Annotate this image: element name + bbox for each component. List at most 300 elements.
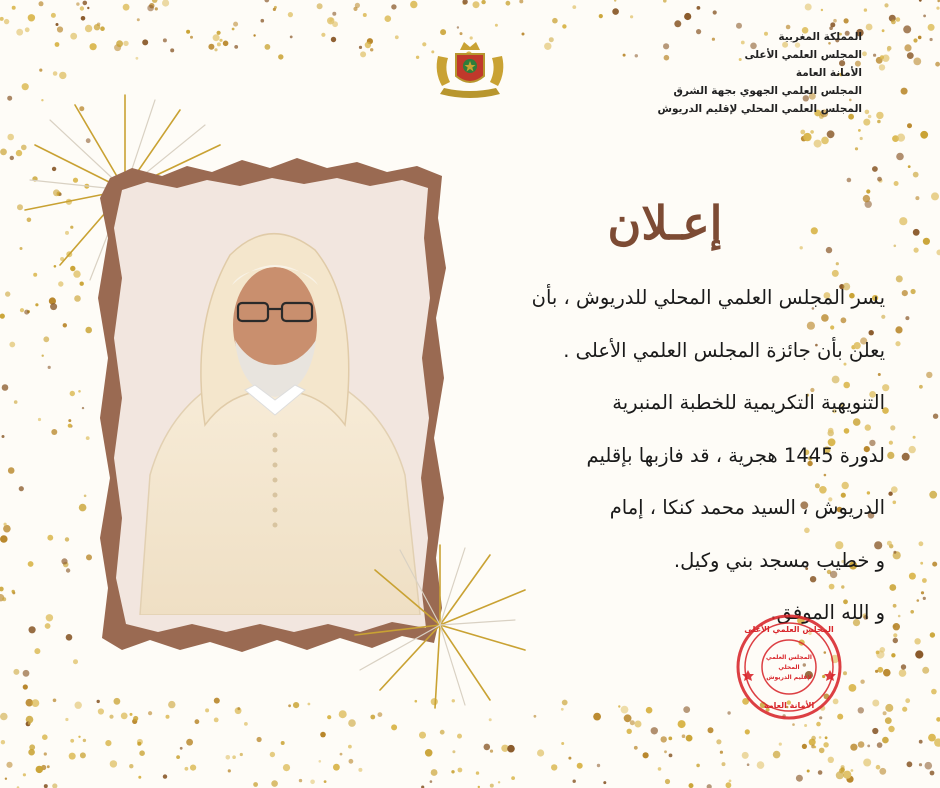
confetti-dot: [410, 1, 417, 8]
confetti-dot: [896, 275, 903, 282]
confetti-dot: [35, 303, 38, 306]
confetti-dot: [561, 742, 564, 745]
confetti-dot: [873, 54, 876, 57]
header-line: المجلس العلمي المحلي لإقليم الدريوش: [657, 103, 862, 115]
confetti-dot: [936, 7, 939, 10]
confetti-dot: [902, 707, 907, 712]
confetti-dot: [621, 706, 629, 714]
confetti-dot: [23, 670, 30, 677]
confetti-dot: [51, 13, 56, 18]
confetti-dot: [678, 720, 686, 728]
confetti-dot: [872, 700, 879, 707]
confetti-dot: [722, 762, 726, 766]
confetti-dot: [7, 96, 12, 101]
confetti-dot: [451, 770, 454, 773]
confetti-dot: [904, 44, 911, 51]
confetti-dot: [880, 55, 884, 59]
confetti-dot: [28, 561, 34, 567]
confetti-dot: [868, 115, 872, 119]
confetti-dot: [7, 134, 14, 141]
confetti-dot: [683, 706, 690, 713]
confetti-dot: [130, 713, 133, 716]
confetti-dot: [821, 9, 823, 11]
confetti-dot: [87, 7, 89, 9]
confetti-dot: [915, 650, 923, 658]
confetti-dot: [930, 38, 933, 41]
confetti-dot: [901, 664, 906, 669]
confetti-dot: [919, 763, 922, 766]
confetti-dot: [663, 0, 667, 3]
confetti-dot: [818, 770, 823, 775]
confetti-dot: [5, 291, 10, 296]
confetti-dot: [38, 418, 41, 421]
confetti-dot: [665, 779, 670, 784]
confetti-dot: [3, 525, 11, 533]
confetti-dot: [899, 669, 907, 677]
confetti-dot: [43, 336, 49, 342]
confetti-dot: [265, 44, 271, 50]
confetti-dot: [661, 736, 667, 742]
confetti-dot: [757, 761, 765, 769]
confetti-dot: [214, 718, 219, 723]
stamp-inner-line: المحلي: [778, 664, 800, 671]
confetti-dot: [860, 137, 863, 140]
confetti-dot: [577, 763, 583, 769]
confetti-dot: [804, 724, 807, 727]
confetti-dot: [162, 0, 169, 7]
confetti-dot: [123, 4, 130, 11]
confetti-dot: [573, 780, 576, 783]
confetti-dot: [327, 715, 331, 719]
confetti-dot: [80, 752, 86, 758]
stamp-inner-line: المجلس العلمي: [766, 654, 812, 661]
confetti-dot: [2, 435, 5, 438]
body-line: التنويهية التكريمية للخطبة المنبرية: [612, 391, 885, 414]
confetti-dot: [253, 782, 258, 787]
confetti-dot: [42, 734, 48, 740]
confetti-dot: [185, 767, 189, 771]
confetti-dot: [94, 24, 100, 30]
confetti-dot: [0, 149, 7, 156]
confetti-dot: [45, 623, 51, 629]
confetti-dot: [634, 746, 638, 750]
confetti-dot: [897, 134, 905, 142]
confetti-dot: [643, 752, 649, 758]
confetti-dot: [876, 765, 881, 770]
confetti-dot: [913, 172, 919, 178]
confetti-dot: [860, 680, 864, 684]
confetti-dot: [264, 0, 269, 2]
confetti-dot: [419, 732, 426, 739]
confetti-dot: [855, 147, 858, 150]
confetti-dot: [893, 551, 896, 554]
confetti-dot: [745, 729, 750, 734]
confetti-dot: [76, 2, 79, 5]
confetti-dot: [843, 771, 851, 779]
confetti-dot: [217, 31, 221, 35]
confetti-dot: [907, 52, 914, 59]
confetti-dot: [630, 720, 635, 725]
confetti-dot: [114, 698, 121, 705]
confetti-dot: [257, 737, 262, 742]
confetti-dot: [779, 743, 782, 746]
confetti-dot: [232, 755, 236, 759]
confetti-dot: [884, 3, 888, 7]
confetti-dot: [270, 752, 275, 757]
confetti-dot: [800, 130, 805, 135]
confetti-dot: [47, 535, 53, 541]
confetti-dot: [862, 51, 867, 56]
body-line: لدورة 1445 هجرية ، قد فازبها بإقليم: [586, 443, 885, 467]
confetti-dot: [271, 780, 278, 787]
confetti-dot: [882, 737, 889, 744]
confetti-dot: [819, 748, 825, 754]
confetti-dot: [708, 727, 714, 733]
confetti-dot: [219, 39, 222, 42]
confetti-dot: [882, 29, 885, 32]
confetti-dot: [473, 1, 480, 8]
confetti-dot: [136, 57, 139, 60]
confetti-dot: [98, 708, 104, 714]
confetti-dot: [911, 289, 916, 294]
confetti-dot: [163, 774, 167, 778]
official-stamp: [734, 612, 844, 722]
confetti-dot: [299, 779, 302, 782]
confetti-dot: [57, 26, 63, 32]
confetti-dot: [887, 452, 894, 459]
confetti-dot: [893, 638, 898, 643]
confetti-dot: [214, 698, 220, 704]
confetti-dot: [933, 414, 938, 419]
confetti-dot: [568, 757, 571, 760]
confetti-dot: [490, 784, 494, 788]
confetti-dot: [893, 604, 897, 608]
confetti-dot: [63, 323, 67, 327]
confetti-dot: [0, 17, 4, 21]
confetti-dot: [214, 48, 217, 51]
confetti-dot: [129, 764, 133, 768]
confetti-dot: [894, 245, 897, 248]
confetti-dot: [290, 36, 293, 39]
confetti-dot: [867, 745, 870, 748]
confetti-dot: [56, 23, 59, 26]
confetti-dot: [80, 6, 84, 10]
confetti-dot: [729, 780, 732, 783]
confetti-dot: [803, 133, 811, 141]
confetti-dot: [669, 754, 673, 758]
confetti-dot: [858, 741, 865, 748]
confetti-dot: [792, 723, 795, 726]
confetti-dot: [847, 178, 852, 183]
confetti-dot: [360, 51, 366, 57]
confetti-dot: [6, 762, 12, 768]
confetti-dot: [898, 615, 901, 618]
confetti-dot: [152, 0, 158, 3]
confetti-dot: [452, 750, 455, 753]
confetti-dot: [234, 45, 238, 49]
stamp-bottom-text: الأمانة العامة: [763, 701, 815, 710]
confetti-dot: [47, 765, 50, 768]
confetti-dot: [10, 156, 14, 160]
confetti-dot: [894, 181, 899, 186]
confetti-dot: [883, 669, 891, 677]
confetti-dot: [79, 504, 87, 512]
confetti-dot: [879, 768, 886, 775]
confetti-dot: [522, 33, 525, 36]
confetti-dot: [4, 19, 9, 24]
confetti-dot: [807, 770, 810, 773]
confetti-dot: [800, 246, 803, 249]
confetti-dot: [28, 626, 35, 633]
confetti-dot: [830, 22, 835, 27]
confetti-dot: [359, 46, 362, 49]
confetti-dot: [281, 741, 285, 745]
confetti-dot: [293, 702, 299, 708]
confetti-dot: [70, 391, 75, 396]
confetti-dot: [850, 744, 857, 751]
confetti-dot: [121, 713, 128, 720]
confetti-dot: [86, 436, 90, 440]
confetti-dot: [905, 698, 910, 703]
confetti-dot: [170, 48, 174, 52]
confetti-dot: [905, 316, 909, 320]
confetti-dot: [74, 295, 81, 302]
confetti-dot: [228, 769, 231, 772]
confetti-dot: [176, 755, 180, 759]
confetti-dot: [893, 623, 900, 630]
confetti-dot: [65, 718, 68, 721]
confetti-dot: [68, 419, 71, 422]
confetti-dot: [561, 708, 564, 711]
confetti-dot: [82, 407, 84, 409]
confetti-dot: [205, 708, 209, 712]
confetti-dot: [851, 769, 854, 772]
confetti-dot: [481, 0, 485, 4]
confetti-dot: [920, 131, 928, 139]
confetti-dot: [913, 436, 916, 439]
confetti-dot: [288, 704, 291, 707]
confetti-dot: [36, 766, 43, 773]
confetti-dot: [190, 36, 193, 39]
confetti-dot: [28, 14, 35, 21]
confetti-dot: [919, 385, 923, 389]
confetti-dot: [511, 776, 515, 780]
confetti-dot: [370, 715, 375, 720]
confetti-dot: [39, 1, 44, 6]
confetti-dot: [70, 33, 77, 40]
confetti-dot: [46, 614, 53, 621]
confetti-dot: [614, 0, 616, 2]
confetti-dot: [440, 29, 446, 35]
confetti-dot: [81, 16, 86, 21]
confetti-dot: [430, 780, 433, 783]
confetti-dot: [562, 700, 568, 706]
confetti-dot: [844, 18, 849, 23]
confetti-dot: [930, 632, 935, 637]
confetti-dot: [123, 41, 128, 46]
confetti-dot: [310, 780, 315, 785]
confetti-dot: [825, 736, 828, 739]
body-line: و خطيب مسجد بني وكيل.: [673, 548, 885, 572]
confetti-dot: [317, 3, 323, 9]
confetti-dot: [85, 327, 92, 334]
confetti-dot: [19, 486, 24, 491]
confetti-dot: [903, 25, 911, 33]
confetti-dot: [821, 137, 829, 145]
confetti-dot: [324, 780, 327, 783]
confetti-dot: [624, 714, 632, 722]
confetti-dot: [872, 166, 878, 172]
confetti-dot: [23, 684, 28, 689]
confetti-dot: [365, 42, 371, 48]
confetti-dot: [321, 33, 325, 37]
confetti-dot: [686, 735, 693, 742]
confetti-dot: [97, 700, 100, 703]
confetti-dot: [879, 64, 885, 70]
confetti-dot: [8, 467, 15, 474]
confetti-dot: [261, 19, 265, 23]
confetti-dot: [13, 669, 19, 675]
confetti-dot: [923, 238, 930, 245]
confetti-dot: [226, 755, 231, 760]
confetti-dot: [180, 747, 183, 750]
confetti-dot: [668, 737, 672, 741]
confetti-dot: [53, 71, 58, 76]
confetti-dot: [919, 0, 922, 2]
confetti-dot: [811, 736, 816, 741]
confetti-dot: [552, 18, 558, 24]
confetti-dot: [872, 728, 878, 734]
confetti-dot: [914, 638, 920, 644]
confetti-dot: [283, 764, 290, 771]
confetti-dot: [391, 724, 397, 730]
confetti-dot: [273, 8, 276, 11]
confetti-dot: [866, 189, 870, 193]
confetti-dot: [9, 342, 15, 348]
confetti-dot: [14, 400, 18, 404]
confetti-dot: [828, 757, 834, 763]
confetti-dot: [363, 13, 367, 17]
confetti-dot: [658, 767, 662, 771]
confetti-dot: [877, 667, 883, 673]
confetti-dot: [50, 303, 57, 310]
confetti-dot: [138, 776, 141, 779]
confetti-dot: [891, 653, 895, 657]
confetti-dot: [333, 764, 340, 771]
confetti-dot: [863, 119, 870, 126]
confetti-dot: [919, 740, 923, 744]
confetti-dot: [796, 775, 803, 782]
confetti-dot: [889, 584, 896, 591]
confetti-dot: [506, 1, 511, 6]
confetti-dot: [208, 44, 214, 50]
header-line: المملكة المغربية: [778, 31, 862, 43]
confetti-dot: [618, 705, 620, 707]
confetti-dot: [484, 744, 491, 751]
confetti-dot: [240, 753, 243, 756]
confetti-dot: [863, 195, 870, 202]
confetti-dot: [593, 713, 601, 721]
confetti-dot: [75, 702, 82, 709]
confetti-dot: [110, 760, 117, 767]
confetti-dot: [340, 753, 343, 756]
confetti-dot: [877, 120, 881, 124]
header-line: الأمانة العامة: [795, 67, 862, 79]
confetti-dot: [935, 62, 940, 67]
confetti-dot: [913, 58, 921, 66]
confetti-dot: [664, 750, 667, 753]
confetti-dot: [925, 762, 933, 770]
confetti-dot: [707, 784, 712, 788]
confetti-dot: [810, 130, 814, 134]
confetti-dot: [109, 715, 113, 719]
confetti-dot: [697, 6, 701, 10]
confetti-dot: [891, 486, 898, 493]
confetti-dot: [914, 248, 919, 253]
confetti-dot: [696, 764, 700, 768]
confetti-dot: [116, 40, 123, 47]
confetti-dot: [431, 769, 438, 776]
confetti-dot: [28, 722, 31, 725]
confetti-dot: [876, 651, 880, 655]
confetti-dot: [232, 28, 235, 31]
confetti-dot: [923, 15, 926, 18]
confetti-dot: [385, 15, 392, 22]
confetti-dot: [773, 751, 781, 759]
confetti-dot: [495, 24, 498, 27]
confetti-dot: [378, 712, 383, 717]
confetti-dot: [498, 781, 500, 783]
confetti-dot: [69, 753, 76, 760]
confetti-dot: [233, 22, 238, 27]
confetti-dot: [66, 568, 70, 572]
confetti-dot: [133, 716, 138, 721]
confetti-dot: [83, 739, 86, 742]
confetti-dot: [863, 759, 871, 767]
confetti-dot: [674, 20, 681, 27]
confetti-dot: [4, 523, 7, 526]
confetti-dot: [836, 262, 839, 265]
confetti-dot: [319, 760, 322, 763]
confetti-dot: [137, 18, 140, 21]
confetti-dot: [887, 541, 892, 546]
confetti-dot: [896, 17, 901, 22]
confetti-dot: [720, 751, 723, 754]
confetti-dot: [51, 429, 57, 435]
confetti-dot: [551, 764, 557, 770]
confetti-dot: [805, 4, 812, 11]
confetti-dot: [0, 587, 4, 592]
confetti-dot: [48, 366, 51, 369]
confetti-dot: [25, 27, 30, 32]
confetti-dot: [155, 7, 158, 10]
confetti-dot: [70, 739, 74, 743]
confetti-dot: [148, 711, 152, 715]
confetti-dot: [331, 37, 336, 42]
confetti-dot: [391, 4, 396, 9]
confetti-dot: [713, 10, 717, 14]
confetti-dot: [213, 34, 220, 41]
confetti-dot: [34, 648, 40, 654]
confetti-dot: [83, 1, 88, 6]
confetti-dot: [858, 707, 864, 713]
confetti-dot: [32, 699, 40, 707]
confetti-dot: [0, 713, 8, 721]
confetti-dot: [217, 42, 221, 46]
confetti-dot: [28, 749, 35, 756]
confetti-dot: [235, 707, 242, 714]
confetti-dot: [460, 32, 463, 35]
